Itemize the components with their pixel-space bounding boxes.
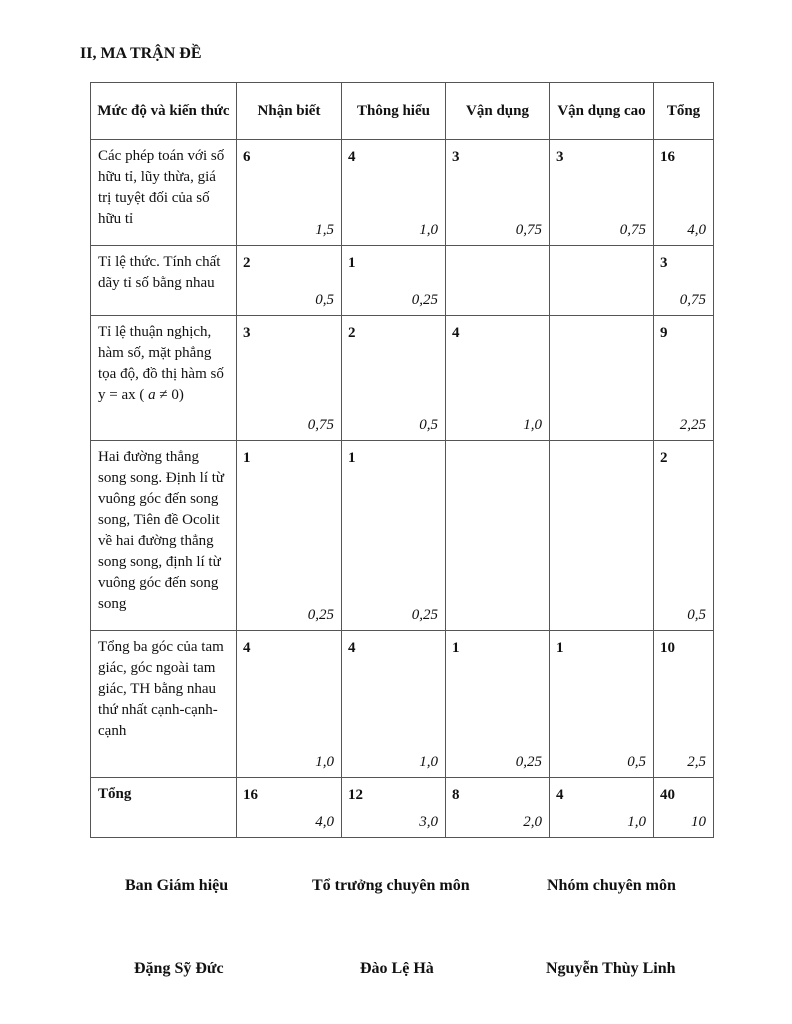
score: 0,25 [515, 754, 542, 770]
formula-variable: a [148, 387, 156, 403]
cell-understanding [342, 441, 446, 631]
question-count: 16 [660, 149, 675, 165]
cell-application [446, 140, 550, 246]
question-count: 3 [660, 255, 668, 271]
row-topic [91, 316, 237, 441]
signature-role-subject-group: Nhóm chuyên môn [547, 877, 676, 894]
row-topic: Tỉ lệ thức. Tính chất dãy tỉ số bằng nhau [91, 246, 237, 316]
score: 0,75 [619, 222, 646, 238]
cell-understanding [342, 316, 446, 441]
question-count: 8 [452, 787, 460, 803]
row-topic: Hai đường thẳng song song. Định lí từ vuông góc đến song song, Tiên đề Ocolit về hai đường thẳng song song, định lí từ vuông góc đến song song [91, 441, 237, 631]
question-count: 9 [660, 325, 668, 341]
score: 1,5 [315, 222, 334, 238]
score: 1,0 [627, 814, 646, 830]
question-count: 2 [660, 450, 668, 466]
totals-row [91, 778, 714, 838]
cell-understanding [342, 778, 446, 838]
score: 10 [691, 814, 706, 830]
function-formula [98, 387, 184, 403]
header-application: Vận dụng [446, 83, 550, 140]
header-total: Tổng [654, 83, 714, 140]
question-count: 1 [348, 450, 356, 466]
question-count: 2 [243, 255, 251, 271]
signature-name-principal-board: Đặng Sỹ Đức [134, 960, 224, 977]
cell-recognition [237, 316, 342, 441]
question-count: 12 [348, 787, 363, 803]
header-advanced-application: Vận dụng cao [550, 83, 654, 140]
question-count: 4 [348, 640, 356, 656]
row-topic: Tổng ba góc của tam giác, góc ngoài tam giác, TH bằng nhau thứ nhất cạnh-cạnh-cạnh [91, 631, 237, 778]
table-row [91, 316, 714, 441]
cell-understanding [342, 246, 446, 316]
cell-application [446, 316, 550, 441]
row-topic: Tổng [91, 778, 237, 838]
question-count: 10 [660, 640, 675, 656]
score: 0,75 [515, 222, 542, 238]
score: 4,0 [315, 814, 334, 830]
question-count: 1 [243, 450, 251, 466]
cell-recognition [237, 246, 342, 316]
header-topic: Mức độ và kiến thức [91, 83, 237, 140]
cell-advanced-application [550, 246, 654, 316]
cell-advanced-application [550, 441, 654, 631]
signature-role-principal-board: Ban Giám hiệu [125, 877, 229, 894]
cell-total [654, 631, 714, 778]
score: 0,25 [307, 607, 334, 623]
cell-recognition [237, 441, 342, 631]
score: 0,5 [315, 292, 334, 308]
question-count: 1 [556, 640, 564, 656]
score: 1,0 [419, 222, 438, 238]
score: 2,25 [679, 417, 706, 433]
signature-name-subject-group: Nguyễn Thùy Linh [546, 960, 676, 977]
question-count: 4 [452, 325, 460, 341]
score: 0,75 [307, 417, 334, 433]
question-count: 6 [243, 149, 251, 165]
cell-total [654, 441, 714, 631]
question-count: 1 [348, 255, 356, 271]
score: 0,25 [411, 607, 438, 623]
question-count: 40 [660, 787, 675, 803]
cell-total [654, 140, 714, 246]
row-topic: Các phép toán với số hữu tỉ, lũy thừa, giá trị tuyệt đối của số hữu tỉ [91, 140, 237, 246]
cell-understanding [342, 631, 446, 778]
score: 2,0 [523, 814, 542, 830]
question-count: 3 [243, 325, 251, 341]
cell-total [654, 246, 714, 316]
score: 0,5 [687, 607, 706, 623]
score: 4,0 [687, 222, 706, 238]
score: 1,0 [419, 754, 438, 770]
cell-application [446, 778, 550, 838]
header-row [91, 83, 714, 140]
cell-advanced-application [550, 316, 654, 441]
cell-advanced-application [550, 140, 654, 246]
question-count: 2 [348, 325, 356, 341]
score: 1,0 [523, 417, 542, 433]
formula-lead: y = ax ( [98, 387, 145, 403]
cell-recognition [237, 140, 342, 246]
row-topic-text: Tỉ lệ thuận nghịch, hàm số, mặt phẳng tọa độ, đồ thị hàm số [98, 324, 224, 382]
cell-application [446, 246, 550, 316]
formula-condition: ≠ 0) [155, 387, 184, 403]
cell-application [446, 441, 550, 631]
question-count: 16 [243, 787, 258, 803]
section-title: II, MA TRẬN ĐỀ [80, 45, 202, 62]
table-row [91, 441, 714, 631]
exam-matrix-table [90, 82, 714, 838]
score: 0,5 [627, 754, 646, 770]
table-row [91, 140, 714, 246]
cell-application [446, 631, 550, 778]
score: 0,25 [411, 292, 438, 308]
header-understanding: Thông hiểu [342, 83, 446, 140]
cell-total [654, 316, 714, 441]
question-count: 4 [243, 640, 251, 656]
cell-recognition [237, 631, 342, 778]
question-count: 4 [348, 149, 356, 165]
score: 1,0 [315, 754, 334, 770]
question-count: 4 [556, 787, 564, 803]
cell-total [654, 778, 714, 838]
cell-advanced-application [550, 778, 654, 838]
cell-recognition [237, 778, 342, 838]
cell-understanding [342, 140, 446, 246]
table-row [91, 631, 714, 778]
score: 3,0 [419, 814, 438, 830]
score: 0,5 [419, 417, 438, 433]
signature-role-department-head: Tổ trưởng chuyên môn [312, 877, 470, 894]
signature-name-department-head: Đào Lệ Hà [360, 960, 434, 977]
score: 0,75 [679, 292, 706, 308]
table-row [91, 246, 714, 316]
question-count: 3 [452, 149, 460, 165]
header-recognition: Nhận biết [237, 83, 342, 140]
question-count: 3 [556, 149, 564, 165]
question-count: 1 [452, 640, 460, 656]
cell-advanced-application [550, 631, 654, 778]
score: 2,5 [687, 754, 706, 770]
